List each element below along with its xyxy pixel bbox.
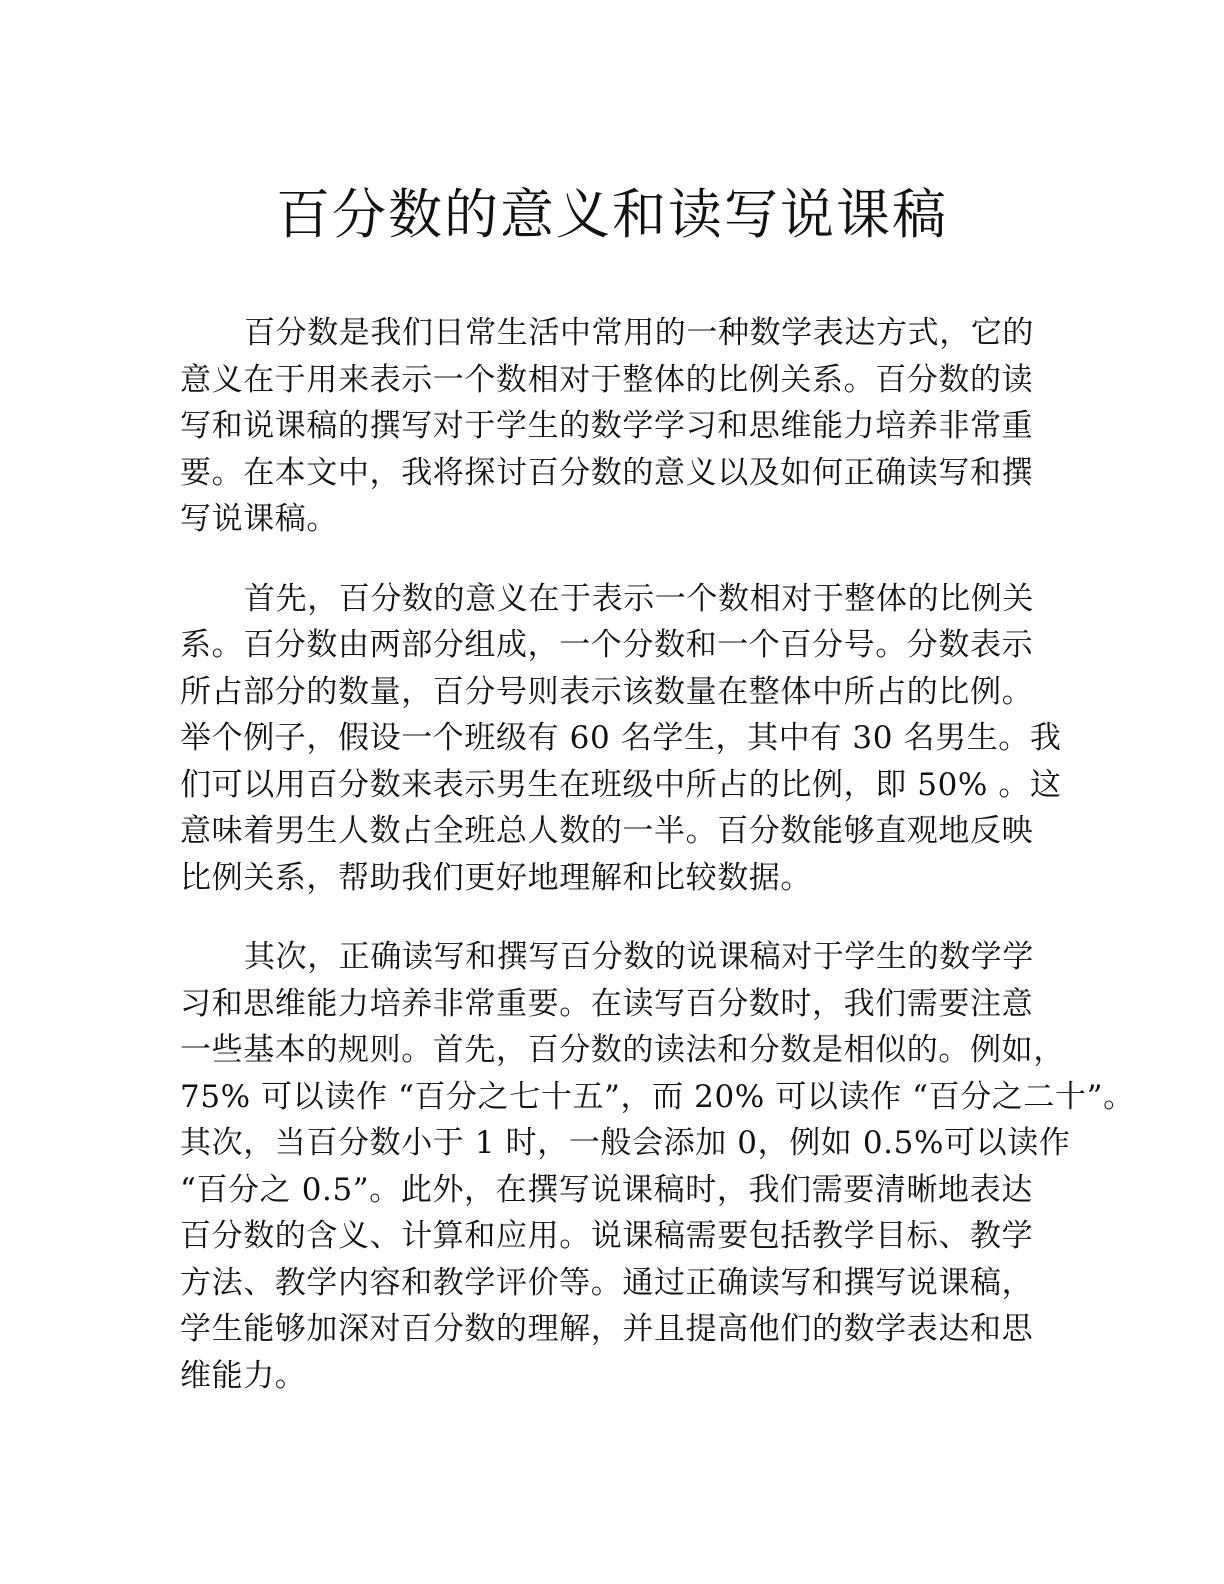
text-line: 举个例子，假设一个班级有 60 名学生，其中有 30 名男生。我 [180,720,1062,756]
text-line: 习和思维能力培养非常重要。在读写百分数时，我们需要注意 [180,985,1034,1022]
paragraph-intro [180,310,1060,543]
text-line: 写说课稿。 [180,501,338,537]
text-line: 要。在本文中，我将探讨百分数的意义以及如何正确读写和撰 [180,454,1034,491]
text-line: 百分数是我们日常生活中常用的一种数学表达方式，它的 [244,315,1034,351]
text-line: 75% 可以读作 “百分之七十五”，而 20% 可以读作 “百分之二十”。 [180,1078,1135,1115]
text-line: 意味着男生人数占全班总人数的一半。百分数能够直观地反映 [180,813,1034,849]
text-line: 比例关系，帮助我们更好地理解和比较数据。 [180,859,812,896]
text-line: 其次，正确读写和撰写百分数的说课稿对于学生的数学学 [244,939,1034,975]
text-line: 意义在于用来表示一个数相对于整体的比例关系。百分数的读 [180,361,1034,398]
text-line: 首先，百分数的意义在于表示一个数相对于整体的比例关 [244,580,1034,617]
text-line: 方法、教学内容和教学评价等。通过正确读写和撰写说课稿， [180,1264,1034,1301]
text-line: 其次，当百分数小于 1 时，一般会添加 0，例如 0.5%可以读作 [180,1125,1071,1161]
document-title: 百分数的意义和读写说课稿 [276,183,948,246]
paragraph-reading-writing [180,934,1135,1399]
text-line: 维能力。 [180,1357,307,1394]
text-line: 写和说课稿的撰写对于学生的数学学习和思维能力培养非常重 [180,408,1034,444]
text-line: 们可以用百分数来表示男生在班级中所占的比例，即 50% 。这 [180,766,1062,803]
text-line: 学生能够加深对百分数的理解，并且提高他们的数学表达和思 [180,1311,1034,1347]
text-line: 所占部分的数量，百分号则表示该数量在整体中所占的比例。 [180,673,1034,710]
text-line: 百分数的含义、计算和应用。说课稿需要包括教学目标、教学 [180,1218,1034,1254]
paragraph-meaning [180,576,1060,902]
text-line: 系。百分数由两部分组成，一个分数和一个百分号。分数表示 [180,627,1034,663]
text-line: “百分之 0.5”。此外，在撰写说课稿时，我们需要清晰地表达 [180,1171,1033,1208]
text-line: 一些基本的规则。首先，百分数的读法和分数是相似的。例如， [180,1032,1065,1068]
document-body [180,310,1135,1432]
